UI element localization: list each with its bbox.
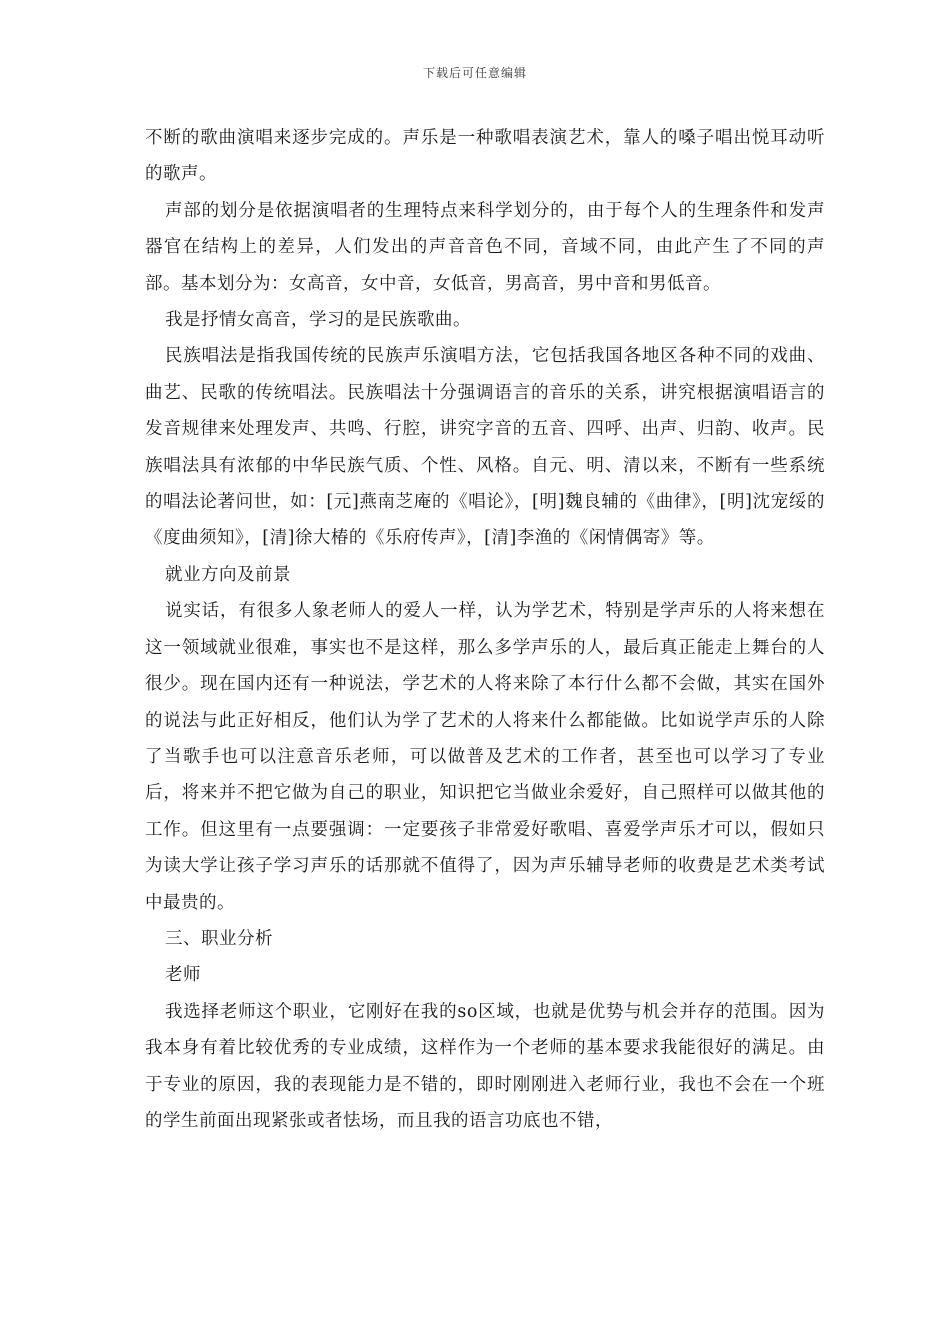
paragraph: 说实话，有很多人象老师人的爱人一样，认为学艺术，特别是学声乐的人将来想在这一领域就业很难，事实也不是这样，那么多学声乐的人，最后真正能走上舞台的人很少。现在国内还有一种说法，学艺术的人将来除了本行什么都不会做，其实在国外的说法与此正好相反，他们认为学了艺术的人将来什么都能做。比如说学声乐的人除了当歌手也可以注意音乐老师，可以做普及艺术的工作者，甚至也可以学习了专业后，将来并不把它做为自己的职业，知识把它当做业余爱好，自己照样可以做其他的工作。但这里有一点要强调：一定要孩子非常爱好歌唱、喜爱学声乐才可以，假如只为读大学让孩子学习声乐的话那就不值得了，因为声乐辅导老师的收费是艺术类考试中最贵的。: [145, 601, 825, 913]
document-body: [145, 120, 825, 1139]
paragraph: 不断的歌曲演唱来逐步完成的。声乐是一种歌唱表演艺术，靠人的嗓子唱出悦耳动听的歌声。: [145, 128, 825, 185]
page-header-note: 下载后可任意编辑: [422, 66, 527, 80]
section-heading: 三、职业分析: [165, 928, 273, 949]
section-heading: 就业方向及前景: [165, 564, 291, 585]
subsection-heading: 老师: [165, 965, 201, 986]
paragraph: 民族唱法是指我国传统的民族声乐演唱方法，它包括我国各地区各种不同的戏曲、曲艺、民歌的传统唱法。民族唱法十分强调语言的音乐的关系，讲究根据演唱语言的发音规律来处理发声、共鸣、行腔，讲究字音的五音、四呼、出声、归韵、收声。民族唱法具有浓郁的中华民族气质、个性、风格。自元、明、清以来，不断有一些系统的唱法论著问世，如：[元]燕南芝庵的《唱论》，[明]魏良辅的《曲律》，[明]沈宠绥的《度曲须知》，[清]徐大椿的《乐府传声》，[清]李渔的《闲情偶寄》等。: [145, 346, 825, 549]
paragraph: 我选择老师这个职业，它刚好在我的so区域，也就是优势与机会并存的范围。因为我本身有着比较优秀的专业成绩，这样作为一个老师的基本要求我能很好的满足。由于专业的原因，我的表现能力是不错的，即时刚刚进入老师行业，我也不会在一个班的学生前面出现紧张或者怯场，而且我的语言功底也不错，: [145, 1001, 825, 1131]
paragraph: 我是抒情女高音，学习的是民族歌曲。: [165, 310, 471, 331]
paragraph: 声部的划分是依据演唱者的生理特点来科学划分的，由于每个人的生理条件和发声器官在结构上的差异，人们发出的声音音色不同，音域不同，由此产生了不同的声部。基本划分为：女高音，女中音，女低音，男高音，男中音和男低音。: [145, 200, 825, 294]
